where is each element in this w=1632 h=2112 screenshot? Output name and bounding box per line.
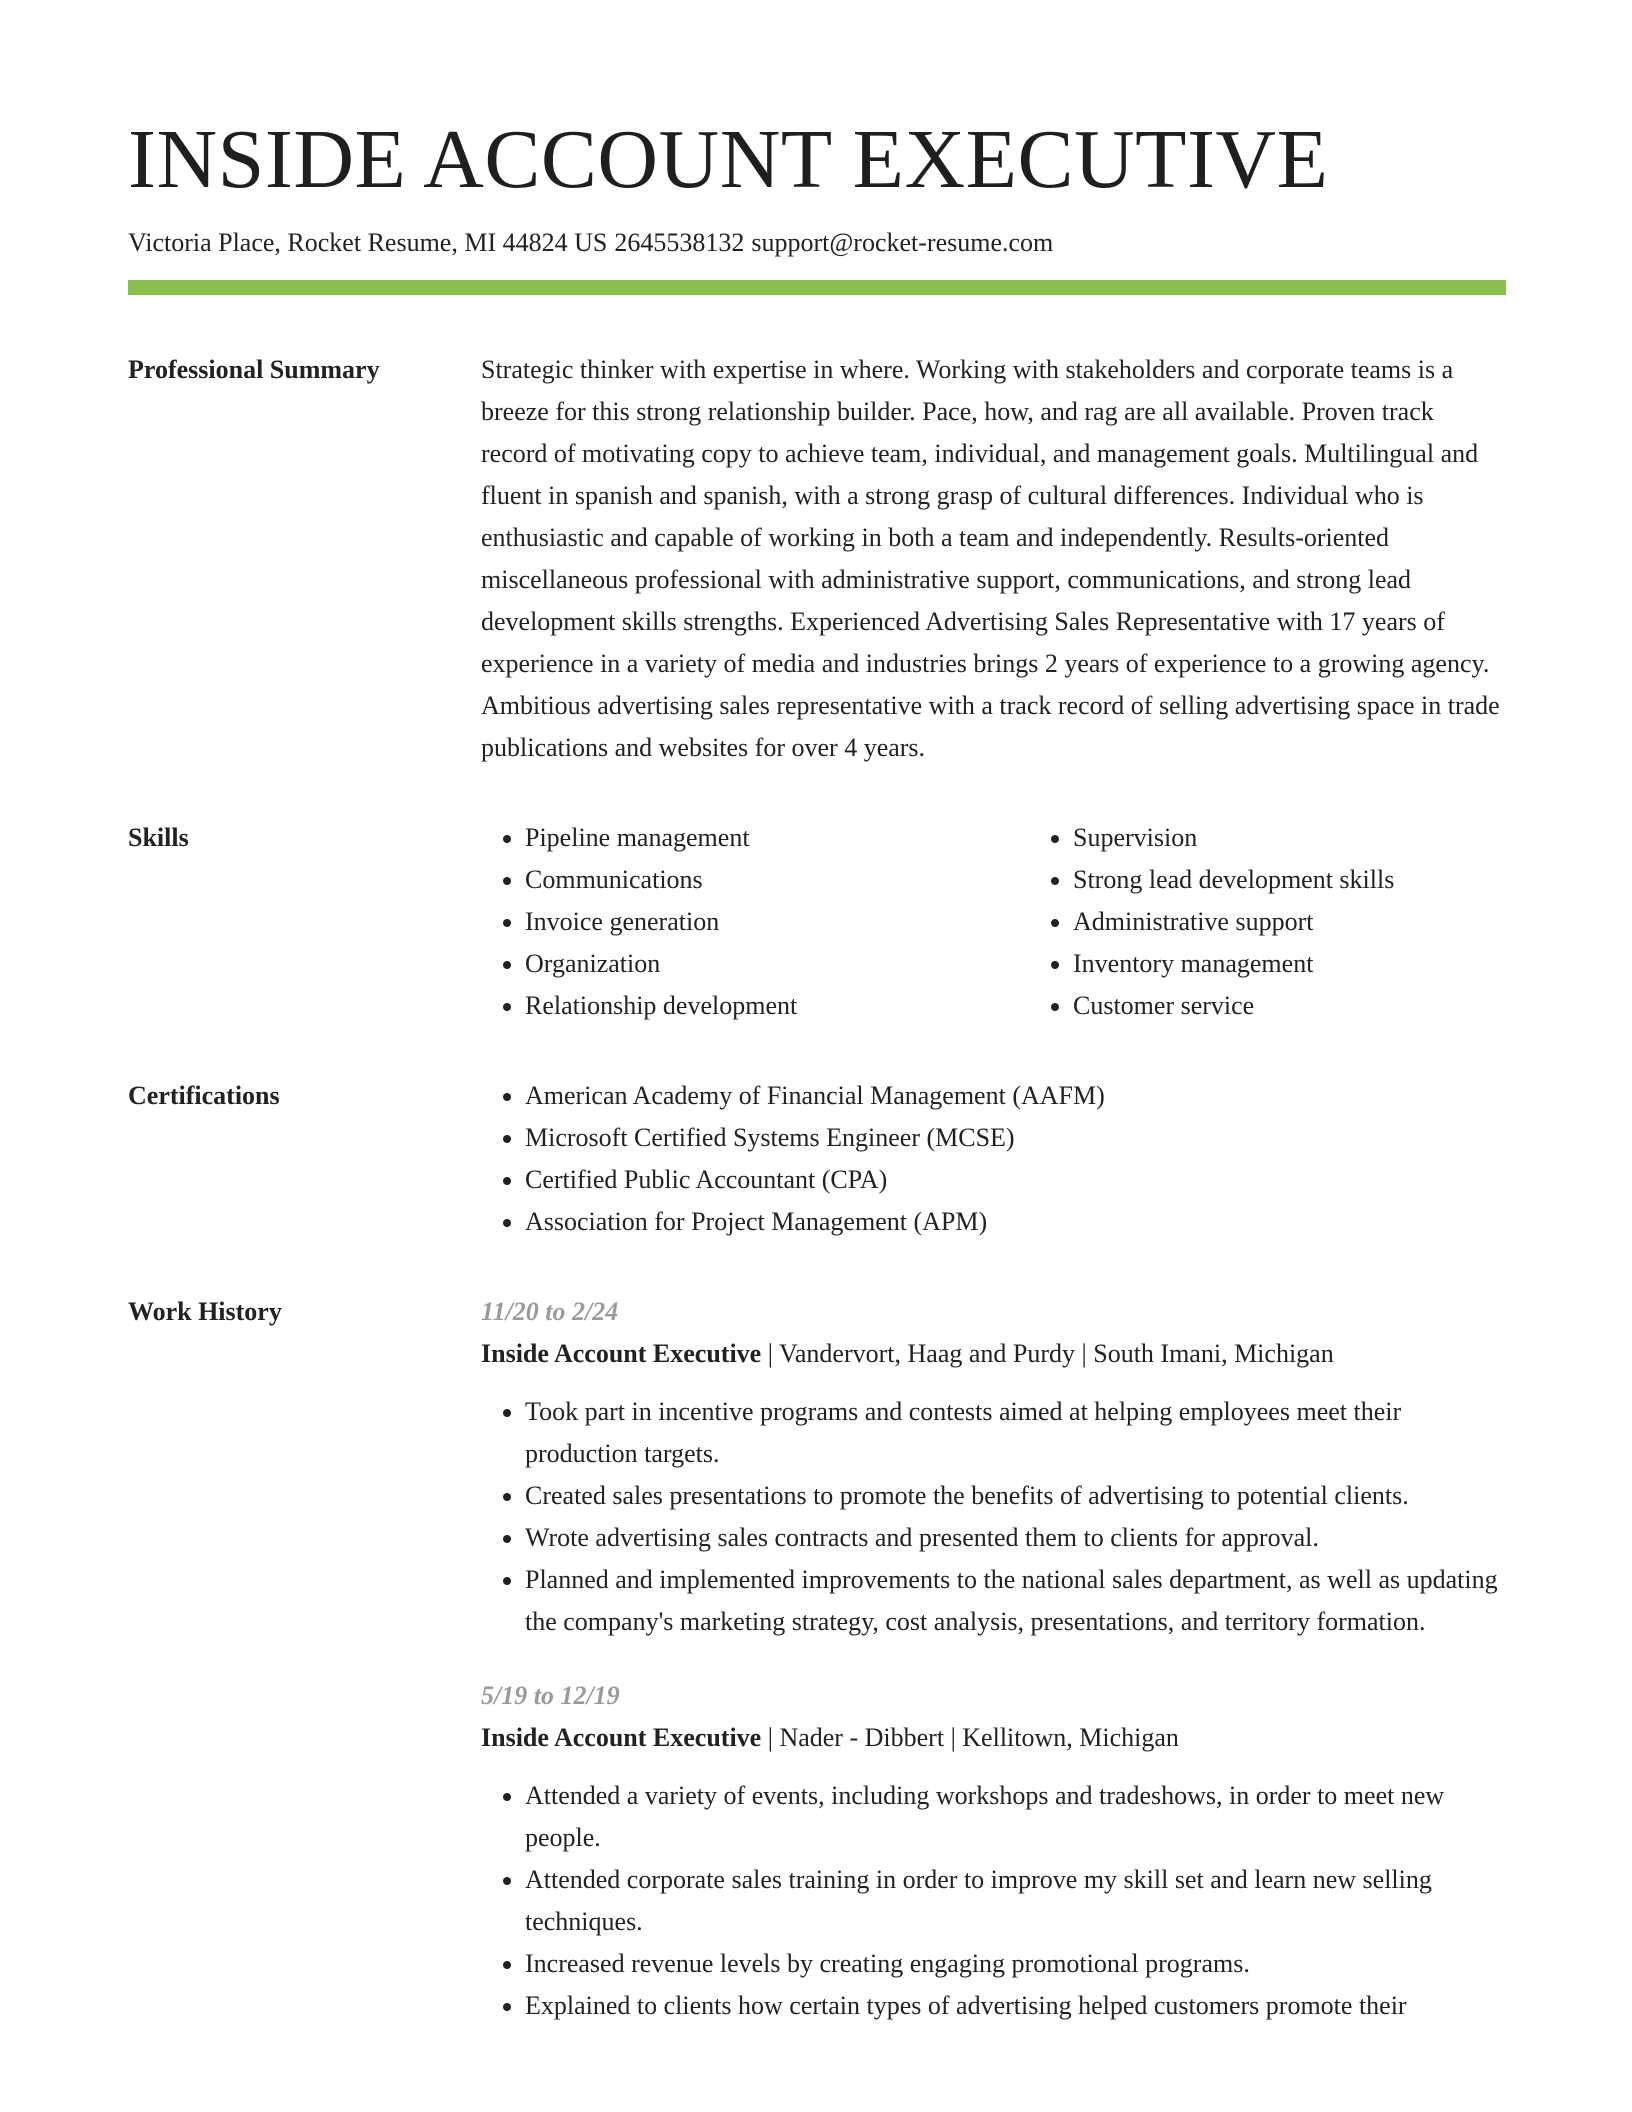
work-history-section: [128, 1291, 1506, 2059]
header-accent-rule: [128, 280, 1506, 295]
skill-item: • Inventory management: [1073, 943, 1577, 985]
skills-heading: Skills: [128, 823, 189, 852]
summary-heading: Professional Summary: [128, 355, 380, 384]
contact-line: [128, 226, 1506, 260]
skill-item: • Organization: [525, 943, 1029, 985]
contact-phone: 2645538132: [614, 228, 745, 257]
skill-item: • Invoice generation: [525, 901, 1029, 943]
certifications-heading: Certifications: [128, 1081, 280, 1110]
skills-list-right: [1029, 817, 1577, 1027]
job-bullet: • Increased revenue levels by creating engaging promotional programs.: [525, 1943, 1506, 1985]
summary-section: [128, 349, 1506, 769]
certification-item: • Certified Public Accountant (CPA): [525, 1159, 1506, 1201]
certification-item: • American Academy of Financial Management (AAFM): [525, 1075, 1506, 1117]
job-company: Vandervort, Haag and Purdy: [778, 1339, 1076, 1368]
work-history-heading: Work History: [128, 1297, 282, 1326]
job-location: Kellitown, Michigan: [962, 1723, 1179, 1752]
certifications-list: [481, 1075, 1506, 1243]
job-location: South Imani, Michigan: [1093, 1339, 1334, 1368]
candidate-name: INSIDE ACCOUNT EXECUTIVE: [128, 113, 1329, 206]
job-entry: [481, 1675, 1506, 2027]
certification-item: • Association for Project Management (APM): [525, 1201, 1506, 1243]
job-title-line: Inside Account Executive | Vandervort, Haag and Purdy | South Imani, Michigan: [481, 1339, 1334, 1368]
job-role: Inside Account Executive: [481, 1339, 762, 1368]
job-bullet: • Took part in incentive programs and contests aimed at helping employees meet their production targets.: [525, 1391, 1506, 1475]
skills-list-left: [481, 817, 1029, 1027]
certification-item: • Microsoft Certified Systems Engineer (MCSE): [525, 1117, 1506, 1159]
skill-item: • Pipeline management: [525, 817, 1029, 859]
job-company: Nader - Dibbert: [779, 1723, 945, 1752]
job-title-line: Inside Account Executive | Nader - Dibbert | Kellitown, Michigan: [481, 1723, 1179, 1752]
job-entry: [481, 1291, 1506, 1643]
summary-text: Strategic thinker with expertise in where. Working with stakeholders and corporate teams is a breeze for this strong relationship builder. Pace, how, and rag are all available. Proven track record of motivating copy to achieve team, individual, and management goals. Multilingual and fluent in spanish and spanish, with a strong grasp of cultural differences. Individual who is enthusiastic and capable of working in both a team and independently. Results-oriented miscellaneous professional with administrative support, communications, and strong lead development skills strengths. Experienced Advertising Sales Representative with 17 years of experience in a variety of media and industries brings 2 years of experience to a growing agency. Ambitious advertising sales representative with a track record of selling advertising space in trade publications and websites for over 4 years.: [481, 355, 1500, 762]
job-dates: 11/20 to 2/24: [481, 1297, 619, 1326]
skill-item: • Communications: [525, 859, 1029, 901]
job-bullets: [481, 1775, 1506, 2027]
skill-item: • Supervision: [1073, 817, 1577, 859]
job-role: Inside Account Executive: [481, 1723, 762, 1752]
job-bullet: • Attended corporate sales training in order to improve my skill set and learn new selling techniques.: [525, 1859, 1506, 1943]
certifications-section: [128, 1075, 1506, 1243]
skill-item: • Customer service: [1073, 985, 1577, 1027]
job-bullet: • Planned and implemented improvements to the national sales department, as well as updating the company's marketing strategy, cost analysis, presentations, and territory formation.: [525, 1559, 1506, 1643]
resume-page: [128, 113, 1506, 2059]
job-dates: 5/19 to 12/19: [481, 1681, 620, 1710]
job-bullets: [481, 1391, 1506, 1643]
job-bullet: • Explained to clients how certain types of advertising helped customers promote their: [525, 1985, 1506, 2027]
contact-address: Victoria Place, Rocket Resume, MI 44824 US: [128, 228, 608, 257]
job-bullet: • Wrote advertising sales contracts and presented them to clients for approval.: [525, 1517, 1506, 1559]
skills-section: [128, 817, 1506, 1027]
job-bullet: • Attended a variety of events, including workshops and tradeshows, in order to meet new people.: [525, 1775, 1506, 1859]
job-bullet: • Created sales presentations to promote the benefits of advertising to potential clients.: [525, 1475, 1506, 1517]
skill-item: • Strong lead development skills: [1073, 859, 1577, 901]
skill-item: • Relationship development: [525, 985, 1029, 1027]
skill-item: • Administrative support: [1073, 901, 1577, 943]
contact-email: support@rocket-resume.com: [751, 228, 1054, 257]
